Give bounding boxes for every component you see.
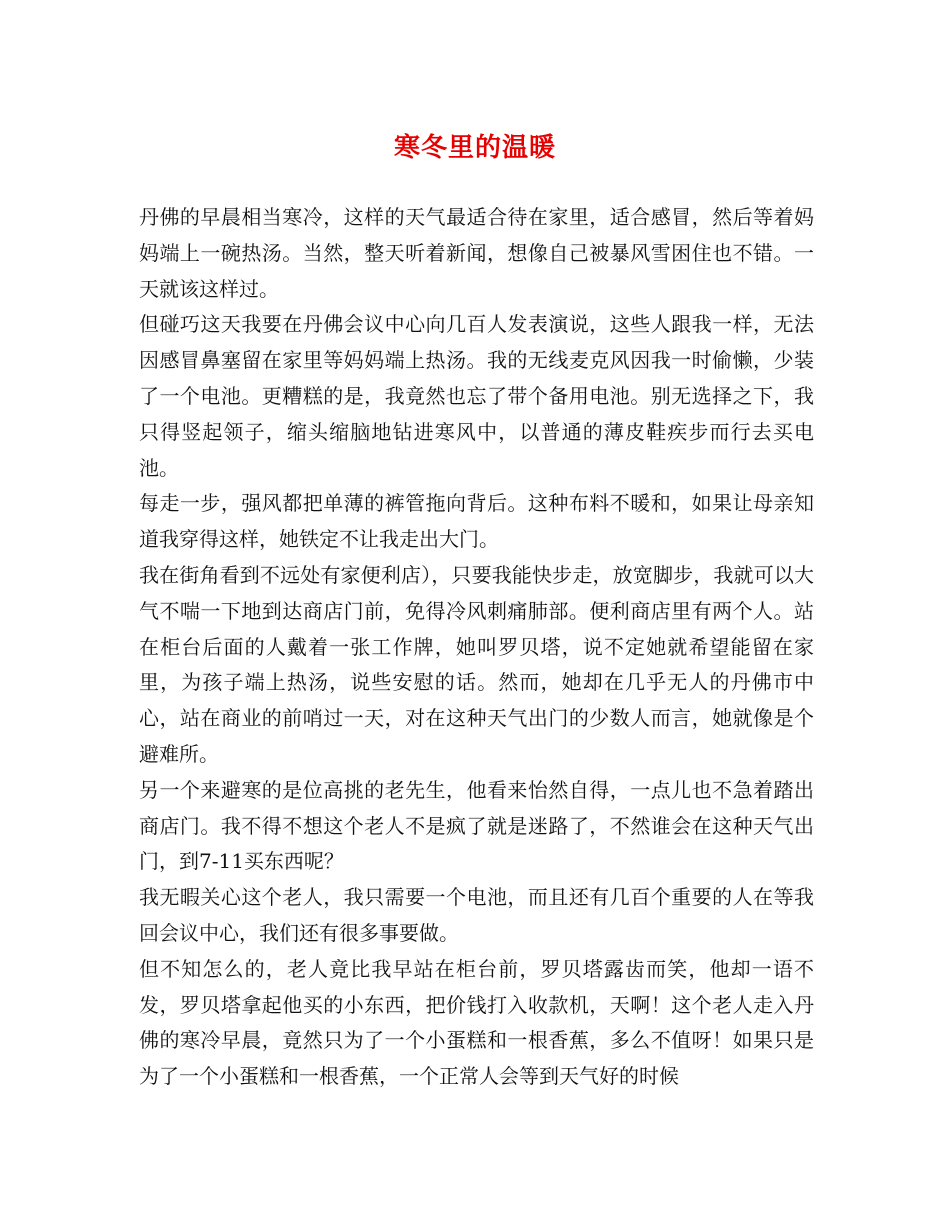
paragraph: 另一个来避寒的是位高挑的老先生，他看来怡然自得，一点儿也不急着踏出商店门。我不得不想这个老人不是疯了就是迷路了，不然谁会在这种天气出门，到7-11买东西呢？: [139, 777, 814, 874]
paragraph: 但碰巧这天我要在丹佛会议中心向几百人发表演说，这些人跟我一样，无法因感冒鼻塞留在家里等妈妈端上热汤。我的无线麦克风因我一时偷懒，少装了一个电池。更糟糕的是，我竟然也忘了带个备用电池。别无选择之下，我只得竖起领子，缩头缩脑地钻进寒风中，以普通的薄皮鞋疾步而行去买电池。: [139, 312, 814, 480]
paragraph: 我无暇关心这个老人，我只需要一个电池，而且还有几百个重要的人在等我回会议中心，我们还有很多事要做。: [139, 885, 814, 945]
paragraph: 丹佛的早晨相当寒冷，这样的天气最适合待在家里，适合感冒，然后等着妈妈端上一碗热汤。当然，整天听着新闻，想像自己被暴风雪困住也不错。一天就该这样过。: [139, 205, 814, 301]
paragraph: 每走一步，强风都把单薄的裤管拖向背后。这种布料不暖和，如果让母亲知道我穿得这样，她铁定不让我走出大门。: [139, 491, 814, 552]
document-title: 寒冬里的温暖: [393, 133, 556, 163]
document-body: [139, 200, 814, 1095]
paragraph: 但不知怎么的，老人竟比我早站在柜台前，罗贝塔露齿而笑，他却一语不发，罗贝塔拿起他买的小东西，把价钱打入收款机，天啊！这个老人走入丹佛的寒冷早晨，竟然只为了一个小蛋糕和一根香蕉，多么不值呀！如果只是为了一个小蛋糕和一根香蕉，一个正常人会等到天气好的时候: [139, 956, 814, 1089]
paragraph: 我在街角看到不远处有家便利店），只要我能快步走，放宽脚步，我就可以大气不喘一下地到达商店门前，免得冷风刺痛肺部。便利商店里有两个人。站在柜台后面的人戴着一张工作牌，她叫罗贝塔，说不定她就希望能留在家里，为孩子端上热汤，说些安慰的话。然而，她却在几乎无人的丹佛市中心，站在商业的前哨过一天，对在这种天气出门的少数人而言，她就像是个避难所。: [139, 562, 814, 766]
